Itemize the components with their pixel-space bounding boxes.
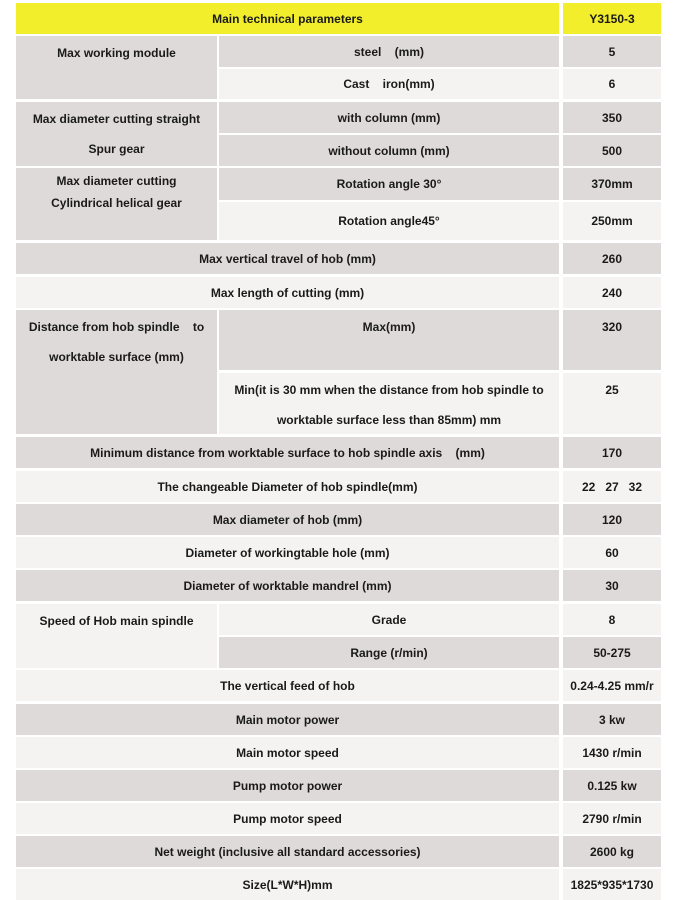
spindle-diameter-value: 22 27 32 — [563, 471, 661, 502]
grade-value: 8 — [563, 604, 661, 635]
module-label: Max working module — [16, 36, 217, 99]
range-name: Range (r/min) — [219, 637, 559, 668]
feed-value: 0.24-4.25 mm/r — [563, 670, 661, 701]
min-distance-value: 170 — [563, 437, 661, 468]
helical-gear-label-line1: Max diameter cutting — [56, 174, 177, 188]
spindle-min-line2: worktable surface less than 85mm) mm — [276, 413, 502, 427]
size-label: Size(L*W*H)mm — [16, 869, 559, 900]
straight-gear-label-line2: Spur gear — [88, 142, 145, 156]
angle-30-value: 370mm — [563, 168, 661, 200]
table-title: Main technical parameters — [16, 3, 559, 34]
module-steel-name: steel (mm) — [219, 36, 559, 67]
spindle-max-name: Max(mm) — [219, 310, 559, 370]
size-value: 1825*935*1730 — [563, 869, 661, 900]
module-steel-value: 5 — [563, 36, 661, 67]
range-value: 50-275 — [563, 637, 661, 668]
spindle-max-value: 320 — [563, 310, 661, 370]
motor-speed-value: 1430 r/min — [563, 737, 661, 768]
spindle-distance-label — [16, 310, 217, 434]
with-column-value: 350 — [563, 102, 661, 133]
model-header: Y3150-3 — [563, 3, 661, 34]
pump-power-label: Pump motor power — [16, 770, 559, 801]
cut-length-label: Max length of cutting (mm) — [16, 277, 559, 308]
hob-diameter-label: Max diameter of hob (mm) — [16, 504, 559, 535]
mandrel-label: Diameter of worktable mandrel (mm) — [16, 570, 559, 601]
motor-power-label: Main motor power — [16, 704, 559, 735]
angle-45-name: Rotation angle45° — [219, 202, 559, 240]
spindle-diameter-label: The changeable Diameter of hob spindle(mm) — [16, 471, 559, 502]
mandrel-value: 30 — [563, 570, 661, 601]
spindle-min-value: 25 — [563, 373, 661, 434]
net-weight-value: 2600 kg — [563, 836, 661, 867]
spindle-distance-label-line1: Distance from hob spindle to — [28, 320, 205, 334]
with-column-name: with column (mm) — [219, 102, 559, 133]
feed-label: The vertical feed of hob — [16, 670, 559, 701]
vertical-travel-value: 260 — [563, 243, 661, 274]
grade-name: Grade — [219, 604, 559, 635]
hob-speed-label: Speed of Hob main spindle — [16, 604, 217, 668]
spindle-min-line1: Min(it is 30 mm when the distance from hob spindle to — [234, 383, 544, 397]
angle-45-value: 250mm — [563, 202, 661, 240]
table-hole-value: 60 — [563, 537, 661, 568]
pump-power-value: 0.125 kw — [563, 770, 661, 801]
motor-speed-label: Main motor speed — [16, 737, 559, 768]
helical-gear-label-line2: Cylindrical helical gear — [51, 196, 182, 210]
module-iron-name: Cast iron(mm) — [219, 69, 559, 99]
hob-diameter-value: 120 — [563, 504, 661, 535]
table-hole-label: Diameter of workingtable hole (mm) — [16, 537, 559, 568]
straight-gear-label — [16, 102, 217, 166]
pump-speed-value: 2790 r/min — [563, 803, 661, 834]
cut-length-value: 240 — [563, 277, 661, 308]
without-column-name: without column (mm) — [219, 135, 559, 166]
net-weight-label: Net weight (inclusive all standard accessories) — [16, 836, 559, 867]
motor-power-value: 3 kw — [563, 704, 661, 735]
without-column-value: 500 — [563, 135, 661, 166]
spindle-min-name — [219, 373, 559, 434]
angle-30-name: Rotation angle 30° — [219, 168, 559, 200]
helical-gear-label — [16, 168, 217, 240]
pump-speed-label: Pump motor speed — [16, 803, 559, 834]
vertical-travel-label: Max vertical travel of hob (mm) — [16, 243, 559, 274]
module-iron-value: 6 — [563, 69, 661, 99]
min-distance-label: Minimum distance from worktable surface to hob spindle axis (mm) — [16, 437, 559, 468]
spindle-distance-label-line2: worktable surface (mm) — [49, 350, 184, 364]
straight-gear-label-line1: Max diameter cutting straight — [32, 112, 201, 126]
